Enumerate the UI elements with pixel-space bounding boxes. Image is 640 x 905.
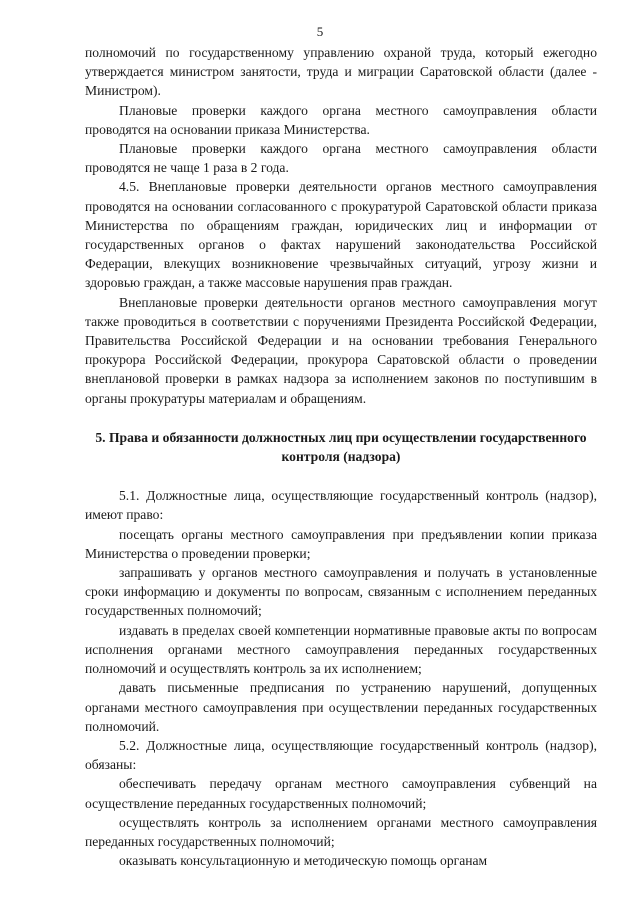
paragraph: Плановые проверки каждого органа местного самоуправления области проводятся не чаще 1 раза в 2 года. bbox=[85, 141, 597, 176]
paragraph: издавать в пределах своей компетенции нормативные правовые акты по вопросам исполнения органами местного самоуправления переданных государственных полномочий и осуществлять контроль за их исполнением; bbox=[85, 622, 597, 677]
paragraph: полномочий по государственному управлению охраной труда, который ежегодно утверждается министром занятости, труда и миграции Саратовской области (далее - Министром). bbox=[85, 45, 597, 99]
paragraph: Плановые проверки каждого органа местного самоуправления области проводятся на основании приказа Министерства. bbox=[85, 102, 597, 137]
page-number: 5 bbox=[316, 24, 324, 39]
paragraph: 5.1. Должностные лица, осуществляющие государственный контроль (надзор), имеют право: bbox=[85, 488, 597, 523]
paragraph: оказывать консультационную и методическую помощь органам bbox=[119, 853, 488, 869]
paragraph: Внеплановые проверки деятельности органов местного самоуправления могут также проводиться в соответствии с поручениями Президента Российской Федерации, Правительства Российской Федерации и на основании требования Генерального прокурора Российской Федерации, прокурора Саратовской области о проведении внеплановой проверки в рамках надзора за исполнением законов по поступившим в органы прокуратуры материалам и обращениям. bbox=[85, 294, 597, 406]
paragraph: посещать органы местного самоуправления при предъявлении копии приказа Министерства о проведении проверки; bbox=[85, 526, 597, 561]
document-body bbox=[85, 43, 597, 870]
section-heading: 5. Права и обязанности должностных лиц при осуществлении государственного контроля (надзора) bbox=[95, 429, 587, 465]
paragraph: 5.2. Должностные лица, осуществляющие государственный контроль (надзор), обязаны: bbox=[85, 737, 597, 773]
paragraph: давать письменные предписания по устранению нарушений, допущенных органами местного самоуправления при осуществлении переданных государственных полномочий. bbox=[85, 680, 597, 734]
paragraph: 4.5. Внеплановые проверки деятельности органов местного самоуправления проводятся на основании согласованного с прокуратурой Саратовской области приказа Министерства по обращениям граждан, юридических лиц и информации от государственных органов о фактах нарушений законодательства Российской Федерации, влекущих возникновение чрезвычайных ситуаций, угрозу жизни и здоровью граждан, а также массовые нарушения прав граждан. bbox=[85, 179, 597, 291]
paragraph: осуществлять контроль за исполнением органами местного самоуправления переданных государственных полномочий; bbox=[85, 814, 597, 849]
paragraph: обеспечивать передачу органам местного самоуправления субвенций на осуществление переданных государственных полномочий; bbox=[85, 776, 597, 811]
paragraph: запрашивать у органов местного самоуправления и получать в установленные сроки информацию и документы по вопросам, связанным с исполнением переданных государственных полномочий; bbox=[85, 565, 597, 619]
